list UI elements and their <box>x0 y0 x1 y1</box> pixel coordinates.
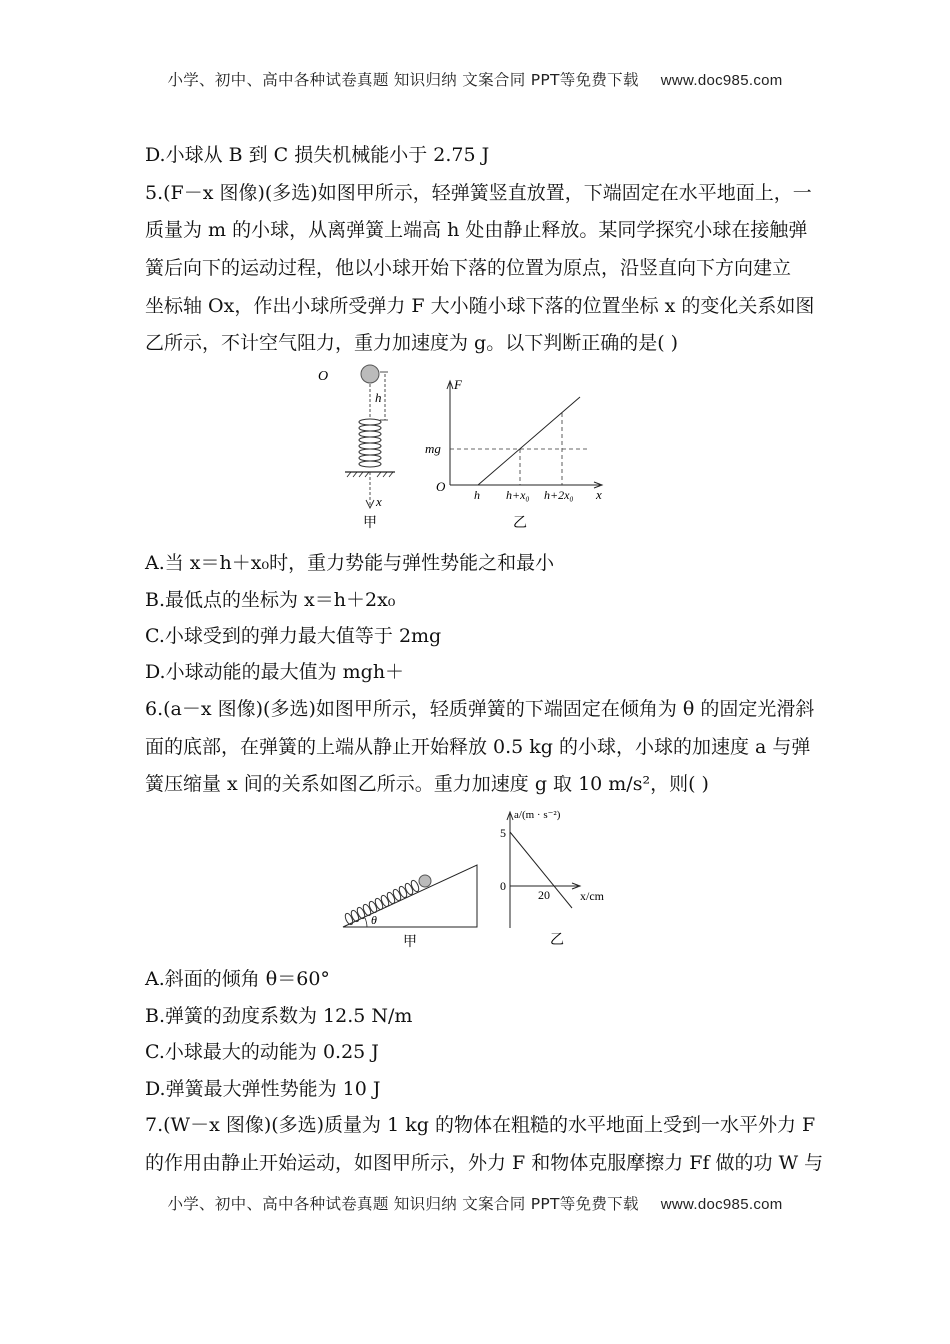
text-line: 6.(a－x 图像)(多选)如图甲所示，轻质弹簧的下端固定在倾角为 θ 的固定光滑斜 <box>145 698 815 720</box>
text-line: 坐标轴 Ox，作出小球所受弹力 F 大小随小球下落的位置坐标 x 的变化关系如图 <box>145 295 815 317</box>
fig5-yi-label-mg: mg <box>425 441 441 456</box>
text-line: 簧压缩量 x 间的关系如图乙所示。重力加速度 g 取 10 m/s²，则( ) <box>145 773 709 795</box>
text-line: C.小球最大的动能为 0.25 J <box>145 1041 379 1063</box>
spring-icon <box>344 879 421 925</box>
fig6-jia-caption: 甲 <box>403 935 417 950</box>
fig5-yi-tick-h-x0: h+x₀ <box>506 488 530 502</box>
fig6-yi-tick-20: 20 <box>538 888 550 902</box>
fig6-yi-xlabel: x/cm <box>580 889 604 903</box>
fig5-jia-label-h: h <box>375 390 382 405</box>
figure-5-yi <box>420 375 620 535</box>
text-line: A.当 x＝h＋x₀时，重力势能与弹性势能之和最小 <box>145 552 555 574</box>
ball-icon <box>419 875 431 887</box>
text-line: D.弹簧最大弹性势能为 10 J <box>145 1078 381 1100</box>
fig5-jia-caption: 甲 <box>363 516 377 531</box>
header-site[interactable]: www.doc985.com <box>660 72 783 89</box>
text-line: B.最低点的坐标为 x＝h＋2x₀ <box>145 589 396 611</box>
spring-icon <box>359 419 381 467</box>
figure-6-yi <box>490 804 630 952</box>
fig6-yi-caption: 乙 <box>550 933 564 948</box>
text-line: D.小球动能的最大值为 mgh＋ <box>145 661 405 683</box>
fig5-yi-tick-h-2x0: h+2x₀ <box>544 488 574 502</box>
angle-arc <box>365 918 367 927</box>
footer-text: 小学、初中、高中各种试卷真题 知识归纳 文案合同 PPT等免费下载 <box>167 1195 639 1213</box>
text-line: C.小球受到的弹力最大值等于 2mg <box>145 625 442 647</box>
figure-5-jia <box>318 360 410 535</box>
text-line: 面的底部，在弹簧的上端从静止开始释放 0.5 kg 的小球，小球的加速度 a 与弹 <box>145 736 811 758</box>
footer-site[interactable]: www.doc985.com <box>660 1196 783 1213</box>
fig5-jia-label-o: O <box>318 369 329 384</box>
text-line: B.弹簧的劲度系数为 12.5 N/m <box>145 1005 413 1027</box>
text-line: A.斜面的倾角 θ＝60° <box>145 968 330 990</box>
fig5-yi-label-x: x <box>596 487 602 502</box>
text-line: 乙所示，不计空气阻力，重力加速度为 g。以下判断正确的是( ) <box>145 332 679 354</box>
incline-triangle <box>343 865 477 927</box>
text-line: 质量为 m 的小球，从离弹簧上端高 h 处由静止释放。某同学探究小球在接触弹 <box>145 219 808 241</box>
text-line: 的作用由静止开始运动，如图甲所示，外力 F 和物体克服摩擦力 Ff 做的功 W 与 <box>145 1152 824 1174</box>
fig6-jia-label-theta: θ <box>371 913 377 927</box>
ball-icon <box>361 365 379 383</box>
fig6-yi-ylabel: a/(m · s⁻²) <box>514 809 561 821</box>
force-line <box>478 397 580 485</box>
figure-6-jia <box>335 860 495 955</box>
header-text: 小学、初中、高中各种试卷真题 知识归纳 文案合同 PPT等免费下载 <box>167 71 639 89</box>
page-header <box>0 68 950 90</box>
text-line: 簧后向下的运动过程，他以小球开始下落的位置为原点，沿竖直向下方向建立 <box>145 257 792 279</box>
fig5-yi-label-f: F <box>454 377 462 392</box>
text-line: D.小球从 B 到 C 损失机械能小于 2.75 J <box>145 144 490 166</box>
fig5-yi-label-o: O <box>436 479 446 494</box>
fig5-yi-tick-h: h <box>474 488 480 502</box>
fig5-yi-caption: 乙 <box>513 516 527 531</box>
fig5-jia-label-x: x <box>376 494 382 509</box>
fig6-yi-tick-5: 5 <box>500 826 506 840</box>
text-line: 5.(F－x 图像)(多选)如图甲所示，轻弹簧竖直放置，下端固定在水平地面上，一 <box>145 182 812 204</box>
fig6-yi-tick-0: 0 <box>500 879 506 893</box>
text-line: 7.(W－x 图像)(多选)质量为 1 kg 的物体在粗糙的水平地面上受到一水平外力 F <box>145 1114 816 1136</box>
page-footer <box>0 1192 950 1214</box>
